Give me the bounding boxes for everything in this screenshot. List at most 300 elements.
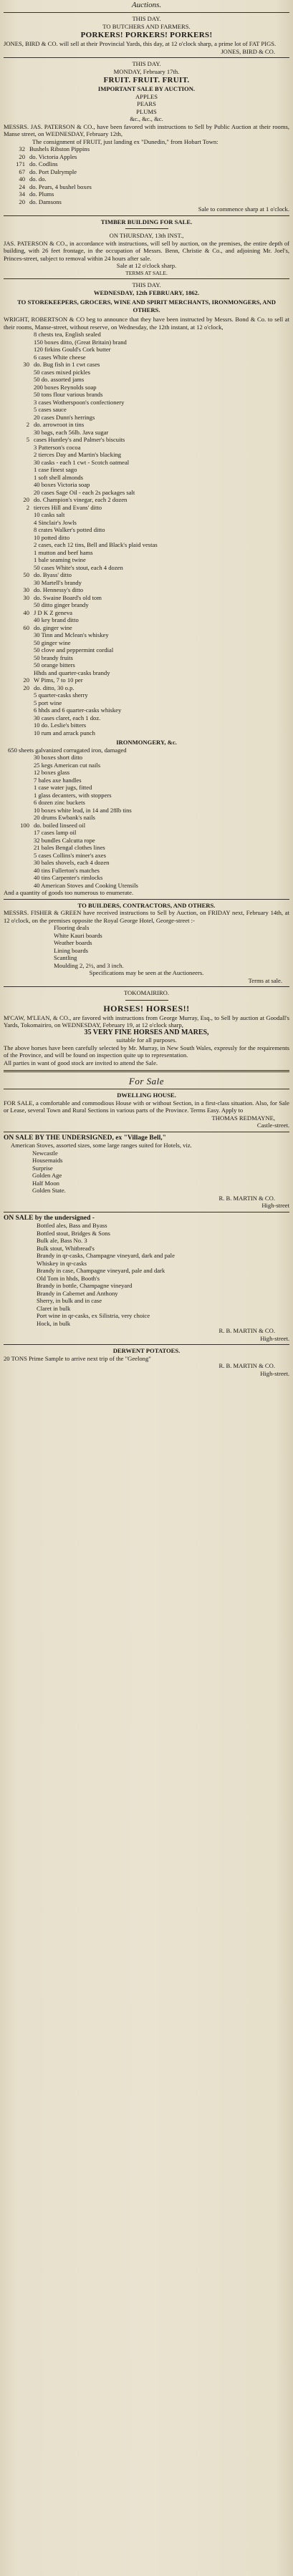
list-item-text: 1 mutton and beef hams — [34, 548, 93, 556]
notice-body: 20 TONS Prime Sample to arrive next trip of the "Geelong" — [4, 1354, 151, 1362]
list-item-text: Bottled ales, Bass and Byass — [37, 1222, 107, 1230]
list-item-text: 10 potted ditto — [34, 533, 70, 541]
lumber-item: Lining boards — [54, 946, 88, 954]
notice-dwelling-house — [4, 1076, 289, 1129]
list-item-text: 50 ginger wine — [34, 638, 71, 646]
list-item — [8, 691, 289, 699]
list-item-text: Whiskey in qr-casks — [37, 1259, 87, 1267]
list-item — [8, 822, 289, 830]
list-item-qty — [8, 852, 34, 860]
divider — [4, 12, 289, 13]
list-item-qty — [11, 1237, 37, 1245]
notice-signature: R. B. MARTIN & CO. — [218, 1194, 275, 1202]
list-item — [8, 421, 289, 429]
list-item-text: 6 hhds and 6 quarter-casks whiskey — [34, 706, 122, 714]
notice-potatoes — [4, 1347, 289, 1377]
list-item — [8, 729, 289, 737]
list-item-text: 25 kegs American cut nails — [34, 761, 101, 769]
notice-time: Sale at 12 o'clock sharp. — [116, 262, 177, 269]
list-item — [8, 444, 289, 452]
notice-body-2: 650 sheets galvanized corrugated iron, damaged — [8, 746, 127, 754]
stove-item: Golden Age — [32, 1172, 62, 1180]
list-item-text: Brandy in qr-casks, Champagne vineyard, dark and pale — [37, 1252, 175, 1260]
list-item-text: 30 Tinn and Mclean's whiskey — [34, 631, 109, 639]
list-item-qty — [8, 474, 34, 482]
list-item-qty — [8, 489, 34, 497]
list-item-text: 50 cases White's stout, each 4 dozen — [34, 563, 123, 571]
list-item — [8, 511, 289, 519]
fruit-list — [4, 145, 289, 205]
list-item — [8, 339, 289, 346]
list-item — [8, 706, 289, 714]
list-item — [8, 534, 289, 542]
list-item-text: 30 bags, each 56lb. Java sugar — [34, 428, 109, 436]
list-item: 171 do. Codlins — [16, 160, 58, 167]
list-item-qty: 30 — [23, 361, 29, 369]
list-item-text: 17 cases lamp oil — [34, 829, 77, 837]
notice-body: JONES, BIRD & CO. will sell at their Provincial Yards, this day, at 12 o'clock sharp, a prime lot of FAT PIGS. — [4, 40, 277, 47]
list-item: 20 do. Damsons — [19, 198, 62, 205]
list-item-qty — [8, 451, 34, 459]
list-item — [8, 541, 289, 549]
fruit-item: PEARS — [137, 100, 156, 107]
list-item-qty — [8, 429, 34, 437]
list-item-qty — [8, 346, 34, 354]
stove-item: Surprise — [32, 1164, 53, 1172]
liquor-list — [4, 1222, 289, 1327]
list-item-qty — [8, 466, 34, 474]
list-item: 32 Bushels Ribston Pippins — [19, 145, 90, 152]
list-item-text: 6 dozen zinc buckets — [34, 799, 85, 807]
list-item-qty — [8, 829, 34, 837]
list-item-qty — [8, 331, 34, 339]
list-item-text: 50 clove and peppermint cordial — [34, 646, 114, 654]
section-title: Auctions. — [131, 1, 162, 9]
notice-heading: ON SALE by the undersigned - — [4, 1214, 95, 1222]
list-item-qty — [8, 661, 34, 669]
list-item-qty — [11, 1290, 37, 1298]
list-item — [8, 436, 289, 444]
list-item — [8, 429, 289, 437]
stove-item: Housemaids — [32, 1157, 63, 1165]
list-item-text: 5 port wine — [34, 699, 62, 706]
list-item-qty — [8, 354, 34, 361]
list-item-text: 10 rum and arrack punch — [34, 729, 95, 737]
list-item-text: 30 Martell's brandy — [34, 578, 82, 586]
list-item — [8, 639, 289, 647]
list-item-text: 10 boxes white lead, in 14 and 28lb tins — [34, 806, 132, 814]
list-item — [8, 376, 289, 384]
list-item-qty — [8, 639, 34, 647]
notice-storekeepers — [4, 281, 289, 897]
notice-heading: 35 VERY FINE HORSES AND MARES, — [84, 1028, 209, 1036]
list-item-qty — [11, 1305, 37, 1313]
list-item-text: 1 case water jugs, fitted — [34, 784, 92, 792]
list-item-text: 20 cases Dunn's herrings — [34, 413, 95, 421]
list-item — [8, 526, 289, 534]
list-item — [8, 624, 289, 632]
list-item — [8, 459, 289, 467]
list-item — [8, 451, 289, 459]
list-item — [8, 654, 289, 662]
list-item-text: Bottled stout, Bridges & Sons — [37, 1229, 110, 1237]
list-item-qty: 50 — [23, 571, 29, 579]
list-item-text: 1 case finest sago — [34, 466, 77, 474]
list-item-text: do. Swaine Board's old tom — [34, 593, 102, 601]
list-item-qty — [8, 459, 34, 467]
fruit-item: &c., &c., &c. — [130, 115, 163, 122]
divider — [4, 1070, 289, 1072]
list-item — [8, 867, 289, 875]
list-item — [11, 1260, 289, 1268]
list-item — [8, 346, 289, 354]
list-item-text: Hhds and quarter-casks brandy — [34, 669, 110, 676]
stove-item: Golden State. — [32, 1187, 66, 1195]
list-item-qty — [8, 631, 34, 639]
list-item: 67 do. Port Dalrymple — [19, 167, 77, 175]
notice-horses — [4, 989, 289, 1066]
notice-signature: JONES, BIRD & CO. — [221, 47, 275, 55]
list-item-qty — [8, 691, 34, 699]
list-item-qty — [11, 1297, 37, 1305]
list-item-text: 50 do. assorted jams — [34, 376, 85, 384]
notice-terms: TERMS AT SALE. — [125, 269, 168, 276]
list-item-qty — [11, 1260, 37, 1268]
notice-date-2: MONDAY, February 17th. — [113, 67, 180, 75]
notice-body-2: The consignment of FRUIT, just landing ex "Dunedin," from Hobart Town: — [32, 137, 218, 145]
list-item-qty: 20 — [23, 496, 29, 504]
list-item-text: Sherry, in bulk and in case — [37, 1297, 102, 1305]
list-item — [8, 762, 289, 769]
notice-fruit-sale — [4, 60, 289, 213]
list-item — [8, 571, 289, 579]
list-item-text: 32 bundles Calcutta rope — [34, 836, 95, 844]
list-item — [11, 1312, 289, 1320]
notice-signature: R. B. MARTIN & CO. — [218, 1362, 275, 1370]
list-item-text: 150 boxes ditto, (Great Britain) brand — [34, 338, 127, 346]
list-item-qty — [8, 541, 34, 549]
notice-place: TOKOMAIRIRO. — [123, 989, 170, 997]
list-item — [11, 1282, 289, 1290]
list-item — [8, 799, 289, 807]
list-item — [8, 631, 289, 639]
list-item-qty — [11, 1282, 37, 1290]
list-item-text: cases Huntley's and Palmer's biscuits — [34, 436, 125, 444]
list-item-text: do. ditto, 30 o.p. — [34, 684, 75, 691]
notice-footer: Sale to commence sharp at 1 o'clock. — [198, 205, 289, 213]
list-item-qty — [8, 721, 34, 729]
list-item — [8, 754, 289, 762]
list-item — [8, 369, 289, 376]
list-item-text: W Pims, 7 to 10 per — [34, 676, 83, 684]
notice-heading: ON SALE BY THE UNDERSIGNED, ex "Village Bell," — [4, 1134, 166, 1142]
list-item — [8, 844, 289, 852]
fruit-item: PLUMS — [136, 107, 157, 115]
list-item — [11, 1237, 289, 1245]
list-item — [8, 852, 289, 860]
notice-date: THIS DAY. — [132, 281, 161, 289]
stove-item: Newcastle — [32, 1149, 58, 1157]
notice-heading: TO STOREKEEPERS, GROCERS, WINE AND SPIRIT MERCHANTS, IRONMONGERS, AND OTHERS. — [17, 298, 276, 314]
list-item-text: 40 boxes Victoria soap — [34, 481, 90, 489]
list-item-qty — [8, 369, 34, 376]
notice-liquors — [4, 1215, 289, 1343]
list-item-qty — [8, 706, 34, 714]
notice-place: Castle-street. — [256, 1122, 289, 1129]
list-item — [8, 859, 289, 867]
list-item-qty — [11, 1275, 37, 1283]
list-item-text: 1 glass decanters, with stoppers — [34, 791, 112, 799]
list-item-text: 120 firkins Gould's Cork butter — [34, 346, 111, 354]
notice-date: ON THURSDAY, 13th INST., — [109, 232, 184, 239]
list-item-qty — [8, 874, 34, 882]
list-item-qty: 20 — [23, 684, 29, 691]
divider — [125, 1000, 168, 1001]
list-item-qty — [11, 1312, 37, 1320]
list-item-text: 20 cases Sage Oil - each 2s packages salt — [34, 488, 135, 496]
notice-body: MESSRS. FISHER & GREEN have received instructions to Sell by Auction, on FRIDAY next, February 14th, at 12 o'clock, on the premises opposite the Royal George Hotel, George-street :- — [4, 909, 289, 924]
notice-body: WRIGHT, ROBERTSON & CO beg to announce that they have been instructed by Messrs. Bond & Co. to sell at their rooms, Manse-street, without reserve, on Wednesday, the 12th instant, at 12 o'clock, — [4, 316, 289, 331]
notice-heading: DERWENT POTATOES. — [112, 1347, 181, 1355]
list-item-text: tierces Hill and Evans' ditto — [34, 503, 102, 511]
list-item-qty — [8, 376, 34, 384]
list-item-text: 1 bale seaming twine — [34, 556, 86, 564]
list-item-qty: 20 — [23, 676, 29, 684]
list-item-qty — [8, 754, 34, 762]
list-item-qty: 30 — [23, 593, 29, 601]
list-item-qty — [8, 646, 34, 654]
notice-shout: PORKERS! PORKERS! PORKERS! — [80, 31, 213, 39]
list-item — [8, 594, 289, 602]
list-item: 24 do. Pears, 4 bushel boxes — [19, 183, 92, 190]
list-item — [8, 354, 289, 361]
list-item-text: Old Tom in hhds, Booth's — [37, 1274, 100, 1282]
divider — [4, 278, 289, 279]
list-item — [8, 616, 289, 624]
list-item-text: 50 brandy fruits — [34, 653, 73, 661]
list-item-qty — [8, 669, 34, 677]
list-item-qty — [8, 616, 34, 624]
fruit-item: APPLES — [135, 92, 158, 100]
list-item-qty: 60 — [23, 623, 29, 631]
list-item-text: do. ginger wine — [34, 623, 72, 631]
list-item-qty — [8, 384, 34, 392]
list-item — [11, 1275, 289, 1283]
lumber-item: Flooring deals — [54, 924, 90, 932]
notice-terms: Terms at sale. — [248, 976, 282, 984]
list-item-qty — [8, 799, 34, 807]
notice-date: THIS DAY. — [132, 15, 161, 22]
list-item — [11, 1245, 289, 1253]
notice-body: American Stoves, assorted sizes, some large ranges suited for Hotels, viz. — [11, 1142, 192, 1150]
notice-stoves — [4, 1134, 289, 1210]
list-item — [8, 399, 289, 407]
list-item-text: do. Champion's vinegar, each 2 dozen — [34, 496, 128, 504]
list-item — [11, 1252, 289, 1260]
notice-date-2: WEDNESDAY, 12th FEBRUARY, 1862. — [93, 288, 200, 296]
goods-list — [4, 331, 289, 737]
ironmongery-list — [4, 754, 289, 889]
list-item — [8, 489, 289, 497]
list-item-qty — [8, 729, 34, 737]
list-item-text: 30 boxes short ditto — [34, 754, 83, 762]
list-item-text: Hock, in bulk — [37, 1319, 71, 1327]
notice-body: JAS. PATERSON & CO., in accordance with instructions, will sell by auction, on the premises, the entire depth of building, with 26 feet frontage, in the occupation of Messrs. Benn, Christie & Co., and adjoining Mr. Joel's, Princes-street, subject to removal within 24 hours after sale. — [4, 239, 289, 262]
list-item-text: 8 crates Walker's potted ditto — [34, 526, 105, 534]
list-item-qty — [8, 601, 34, 609]
list-item-text: do. Byass' ditto — [34, 571, 72, 579]
list-item — [8, 669, 289, 677]
list-item-qty — [8, 714, 34, 722]
list-item-qty — [11, 1245, 37, 1253]
lumber-item: Scantling — [54, 954, 77, 962]
list-item — [8, 699, 289, 707]
list-item-qty — [8, 564, 34, 572]
list-item-qty — [8, 814, 34, 822]
divider — [4, 57, 289, 58]
list-item-qty — [11, 1267, 37, 1275]
list-item-text: 2 tierces Day and Martin's blacking — [34, 451, 122, 459]
list-item-qty — [8, 391, 34, 399]
list-item — [8, 466, 289, 474]
list-item — [8, 676, 289, 684]
list-item-qty — [8, 777, 34, 784]
notice-shout: HORSES! HORSES!! — [103, 1003, 190, 1014]
list-item-text: 200 boxes Reynolds soap — [34, 383, 97, 391]
list-item: 34 do. Plums — [19, 190, 54, 198]
notice-body: MESSRS. JAS. PATERSON & CO., have been favored with instructions to Sell by Public Auction at their rooms, Manse street, on WEDNESDAY, February 12th, — [4, 122, 289, 137]
list-item-text: do. arrowroot in tins — [34, 421, 85, 429]
notice-heading: TO BUTCHERS AND FARMERS. — [102, 22, 191, 30]
list-item — [8, 829, 289, 837]
list-item-text: 2 cases, each 12 tins, Bell and Black's plaid vestas — [34, 541, 158, 549]
list-item — [8, 684, 289, 692]
list-item-qty — [8, 762, 34, 769]
list-item-text: 40 tins Fullerton's matches — [34, 866, 100, 874]
list-item-text: 5 quarter-casks sherry — [34, 691, 88, 699]
list-item-qty — [8, 481, 34, 489]
list-item-qty — [8, 784, 34, 792]
list-item-text: 4 Sinclair's Jowls — [34, 518, 77, 526]
list-item — [8, 874, 289, 882]
notice-date: THIS DAY. — [132, 60, 161, 67]
lumber-item: Moulding 2, 2½, and 3 inch. — [54, 961, 124, 969]
list-item — [8, 549, 289, 557]
list-item — [8, 661, 289, 669]
list-item-text: Bulk ale, Bass No. 3 — [37, 1237, 87, 1245]
list-item — [8, 556, 289, 564]
list-item-text: 30 bales shovels, each 4 dozen — [34, 859, 110, 867]
notice-place: High-street. — [260, 1369, 289, 1377]
list-item-text: 40 key brand ditto — [34, 616, 79, 624]
list-item-qty: 100 — [20, 821, 29, 829]
list-item-text: Brandy in Cabernet and Anthony — [37, 1289, 118, 1297]
list-item-qty — [8, 444, 34, 452]
list-item-qty: 30 — [23, 586, 29, 594]
list-item-text: 10 do. Leslie's bitters — [34, 721, 87, 729]
list-item — [8, 361, 289, 369]
list-item — [8, 769, 289, 777]
for-sale-title: For Sale — [128, 1076, 165, 1087]
list-item — [8, 496, 289, 504]
list-item-text: 40 American Stoves and Cooking Utensils — [34, 881, 138, 889]
list-item-qty: 5 — [26, 436, 29, 444]
list-item — [8, 504, 289, 512]
list-item-text: do. boiled linseed oil — [34, 821, 86, 829]
list-item-qty — [8, 882, 34, 890]
list-item-qty — [8, 406, 34, 414]
notice-fat-pigs — [4, 15, 289, 55]
list-item-text: 12 boxes glass — [34, 769, 70, 777]
list-item — [11, 1297, 289, 1305]
list-item-text: 20 drums Ewbank's nails — [34, 814, 95, 822]
list-item: 20 do. Victoria Apples — [19, 152, 77, 160]
stove-item: Half Moon — [32, 1179, 59, 1187]
list-item — [8, 814, 289, 822]
divider — [125, 228, 168, 229]
list-item-qty — [11, 1320, 37, 1328]
notice-body: M'CAW, M'LEAN, & CO., are favored with instructions from George Murray, Esq., to Sell by auction at Goodall's Yards, Tokomairiro, on WEDNESDAY, February 19, at 12 o'clock sharp, — [4, 1014, 289, 1029]
notice-place: High-street. — [260, 1334, 289, 1342]
list-item — [8, 579, 289, 587]
list-item: 40 do. do. — [19, 175, 47, 183]
list-item-qty — [8, 399, 34, 407]
list-item-text: Claret in bulk — [37, 1304, 71, 1312]
notice-heading: TO BUILDERS, CONTRACTORS, AND OTHERS. — [77, 901, 216, 909]
notice-shout: FRUIT. FRUIT. FRUIT. — [103, 76, 190, 84]
list-item — [8, 882, 289, 890]
list-item-qty — [8, 844, 34, 852]
list-item — [11, 1290, 289, 1298]
list-item — [8, 714, 289, 722]
notice-heading: DWELLING HOUSE. — [117, 1092, 176, 1099]
list-item-text: 50 tons flour various brands — [34, 391, 103, 399]
list-item-text: J D K Z geneva — [34, 608, 72, 616]
list-item-qty — [8, 769, 34, 777]
list-item-text: 7 bales axe handles — [34, 776, 82, 784]
list-item-text: 1 soft shell almonds — [34, 473, 83, 481]
list-item-qty — [8, 556, 34, 564]
list-item-text: 30 cases claret, each 1 doz. — [34, 714, 101, 721]
list-item — [8, 646, 289, 654]
list-item — [8, 391, 289, 399]
notice-body-2: suitable for all purposes. — [116, 1036, 177, 1044]
list-item — [8, 481, 289, 489]
list-item — [8, 784, 289, 792]
divider — [4, 1344, 289, 1345]
notice-signature: R. B. MARTIN & CO. — [218, 1327, 275, 1335]
lumber-item: White Kauri boards — [54, 931, 102, 939]
list-item — [8, 331, 289, 339]
list-item-qty: 2 — [26, 503, 29, 511]
list-item-qty — [11, 1252, 37, 1260]
notice-body-2: Specifications may be seen at the Auctioneers. — [89, 969, 204, 977]
notice-builders — [4, 902, 289, 985]
list-item — [8, 474, 289, 482]
list-item-text: Port wine in qr-casks, ex Silistria, very choice — [37, 1312, 150, 1320]
notice-subheading: IRONMONGERY, &c. — [116, 739, 177, 747]
list-item-qty — [8, 526, 34, 534]
notice-body: FOR SALE, a comfortable and commodious House with or without Section, in a first-class situation. Also, for Sale or Lease, several Town and Rural Sections in various parts of the Province. Terms Easy. Apply to — [4, 1099, 289, 1114]
list-item-text: 5 cases sauce — [34, 406, 67, 414]
notice-heading: TIMBER BUILDING FOR SALE. — [100, 218, 193, 225]
notice-footer: And a quantity of goods too numerous to enumerate. — [4, 889, 134, 897]
list-item-qty — [8, 837, 34, 845]
list-item — [8, 406, 289, 414]
list-item — [8, 792, 289, 799]
divider — [4, 986, 289, 987]
notice-signature: THOMAS REDMAYNE, — [211, 1114, 275, 1122]
